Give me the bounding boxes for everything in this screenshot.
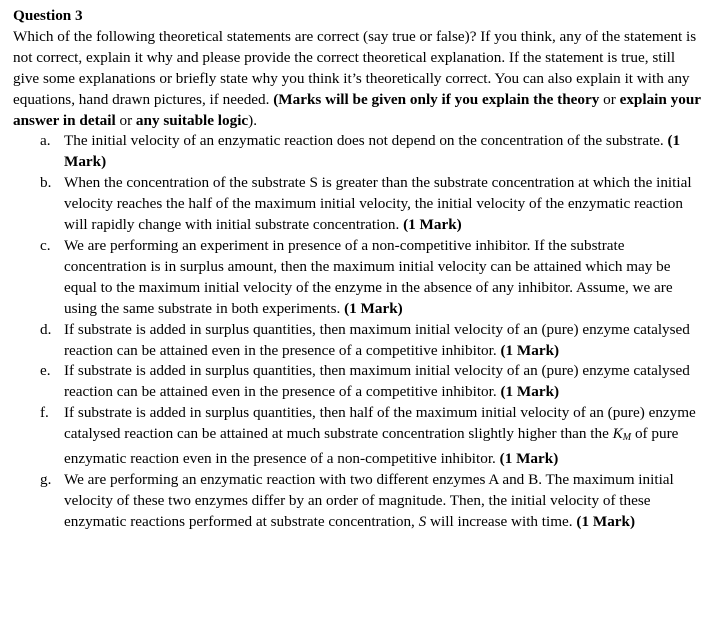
statement-text: We are performing an experiment in presence of a non-competitive inhibitor. If the substrate concentration is in surplus amount, then the maximum initial velocity can be attained which may be equal to the maximum initial velocity of the enzyme in the absence of any inhibitor. Assume, we are using the same substrate in both experiments. [64, 236, 673, 317]
statement-marker: d. [40, 320, 52, 338]
km-main: K [612, 425, 623, 443]
statement-marker: b. [40, 174, 52, 192]
substrate-variable: S [418, 512, 427, 530]
statement-marker: f. [40, 404, 49, 422]
statement-mark: (1 Mark) [344, 299, 403, 317]
statement-mark: (1 Mark) [499, 450, 559, 468]
question-instructions [13, 27, 701, 132]
intro-bold-marks: (Marks will be given only if you explain the theory [273, 90, 600, 108]
intro-connector-2: or [115, 111, 136, 129]
statement-item-g [13, 470, 701, 533]
statement-marker: e. [40, 362, 51, 380]
statement-marker: c. [40, 236, 51, 254]
km-subscript: M [622, 432, 632, 444]
statement-mark: (1 Mark) [500, 383, 560, 401]
statement-mark: (1 Mark) [403, 216, 462, 234]
statement-text: The initial velocity of an enzymatic reaction does not depend on the concentration of the substrate. [64, 132, 668, 150]
intro-closing: ). [248, 111, 258, 129]
statement-mark: (1 Mark) [576, 512, 636, 530]
intro-connector-1: or [599, 90, 620, 108]
statement-mark: (1 Mark) [64, 132, 681, 171]
question-title: Question 3 [13, 7, 83, 24]
km-symbol [613, 425, 631, 442]
statement-item-b [13, 173, 701, 236]
statement-item-f [13, 403, 701, 470]
statement-text-continued: of pure enzymatic reaction even in the presence of a non-competitive inhibitor. [64, 425, 679, 468]
statement-text: If substrate is added in surplus quantities, then half of the maximum initial velocity of an (pure) enzyme catalysed reaction can be attained at much substrate concentration slightly higher than the [64, 404, 696, 443]
statement-mark: (1 Mark) [500, 341, 560, 359]
statement-text: If substrate is added in surplus quantities, then maximum initial velocity of an (pure) enzyme catalysed reaction can be attained even in the presence of a competitive inhibitor. [64, 362, 690, 401]
statement-text: When the concentration of the substrate S is greater than the substrate concentration at which the initial velocity reaches the half of the maximum initial velocity, the initial velocity of the enzymatic reaction will rapidly change with initial substrate concentration. [64, 174, 692, 234]
intro-bold-logic: any suitable logic [135, 111, 249, 129]
statement-text: We are performing an enzymatic reaction with two different enzymes A and B. The maximum initial velocity of these two enzymes differ by an order of magnitude. Then, the initial velocity of these enzymatic reactions performed at substrate concentration, [64, 470, 674, 530]
intro-bold-detail: explain your answer in detail [13, 90, 701, 129]
statement-item-c [13, 236, 701, 320]
statement-marker: g. [40, 470, 52, 488]
statement-text: If substrate is added in surplus quantities, then maximum initial velocity of an (pure) enzyme catalysed reaction can be attained even in the presence of a competitive inhibitor. [64, 320, 690, 359]
statement-item-a [13, 131, 701, 173]
intro-text: Which of the following theoretical statements are correct (say true or false)? If you think, any of the statement is not correct, explain it why and please provide the correct theoretical explanation. If the statement is true, still give some explanations or briefly state why you think it’s theoretically correct. You can also explain it with any equations, hand drawn pictures, if needed. [13, 27, 697, 108]
statement-item-d [13, 320, 701, 362]
statement-marker: a. [40, 132, 51, 150]
statement-list [13, 131, 701, 532]
statement-item-e [13, 361, 701, 403]
statement-text-continued: will increase with time. [426, 512, 577, 530]
